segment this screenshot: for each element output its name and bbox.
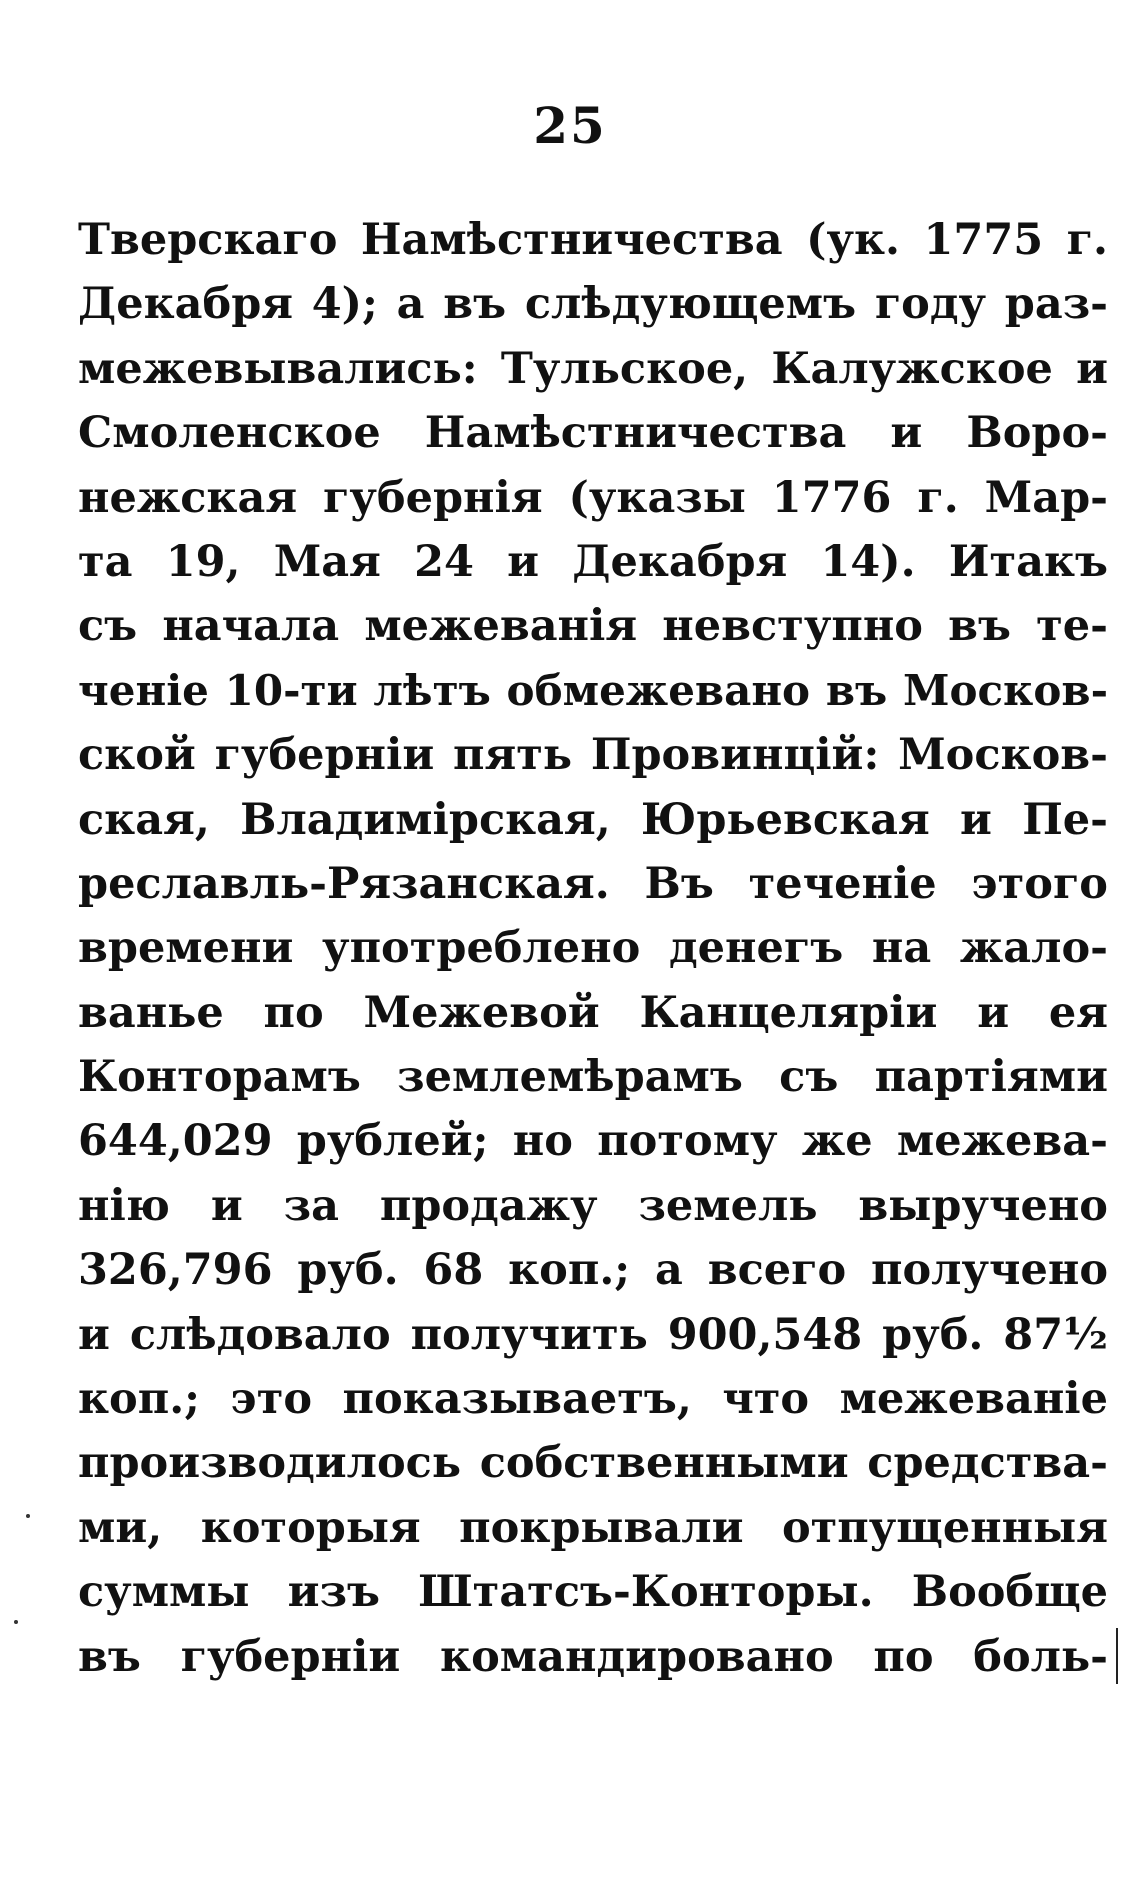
text-line: коп.; это показываетъ, что межеваніе [78, 1374, 1108, 1425]
text-line: Смоленское Намѣстничества и Воро- [78, 408, 1108, 459]
text-line: ванье по Межевой Канцеляріи и ея [78, 987, 1108, 1038]
text-line: въ губерніи командировано по боль- [78, 1631, 1108, 1682]
scan-edge-mark [1116, 1628, 1118, 1684]
text-line: Тверскаго Намѣстничества (ук. 1775 г. [78, 215, 1108, 265]
body-text [78, 208, 1108, 1689]
text-line: межевывались: Тульское, Калужское и [78, 343, 1108, 394]
text-line: нію и за продажу земель выручено [78, 1180, 1108, 1231]
scan-speck [14, 1620, 18, 1624]
text-line: съ начала межеванія невступно въ те- [78, 601, 1108, 652]
text-line: Конторамъ землемѣрамъ съ партіями [78, 1052, 1108, 1103]
text-line: ской губерніи пять Провинцій: Москов- [78, 730, 1108, 781]
text-line: и слѣдовало получить 900,548 руб. 87½ [78, 1309, 1108, 1360]
text-line: ская, Владимірская, Юрьевская и Пе- [78, 794, 1108, 845]
text-line: времени употреблено денегъ на жало- [78, 923, 1108, 974]
text-line: ченіе 10-ти лѣтъ обмежевано въ Москов- [78, 665, 1108, 715]
page-number: 25 [533, 96, 607, 155]
text-line: 644,029 рублей; но потому же межева- [78, 1116, 1108, 1167]
text-line: Декабря 4); а въ слѣдующемъ году раз- [78, 279, 1108, 330]
text-line: та 19, Мая 24 и Декабря 14). Итакъ [78, 536, 1108, 587]
text-line: 326,796 руб. 68 коп.; а всего получено [78, 1245, 1108, 1296]
text-line: производилось собственными средства- [78, 1438, 1108, 1489]
text-line: ми, которыя покрывали отпущенныя [78, 1502, 1108, 1553]
scan-speck [26, 1514, 30, 1518]
text-line: суммы изъ Штатсъ-Конторы. Вообще [78, 1567, 1108, 1618]
text-line: реславль-Рязанская. Въ теченіе этого [78, 858, 1108, 909]
text-line: нежская губернія (указы 1776 г. Мар- [78, 472, 1108, 523]
